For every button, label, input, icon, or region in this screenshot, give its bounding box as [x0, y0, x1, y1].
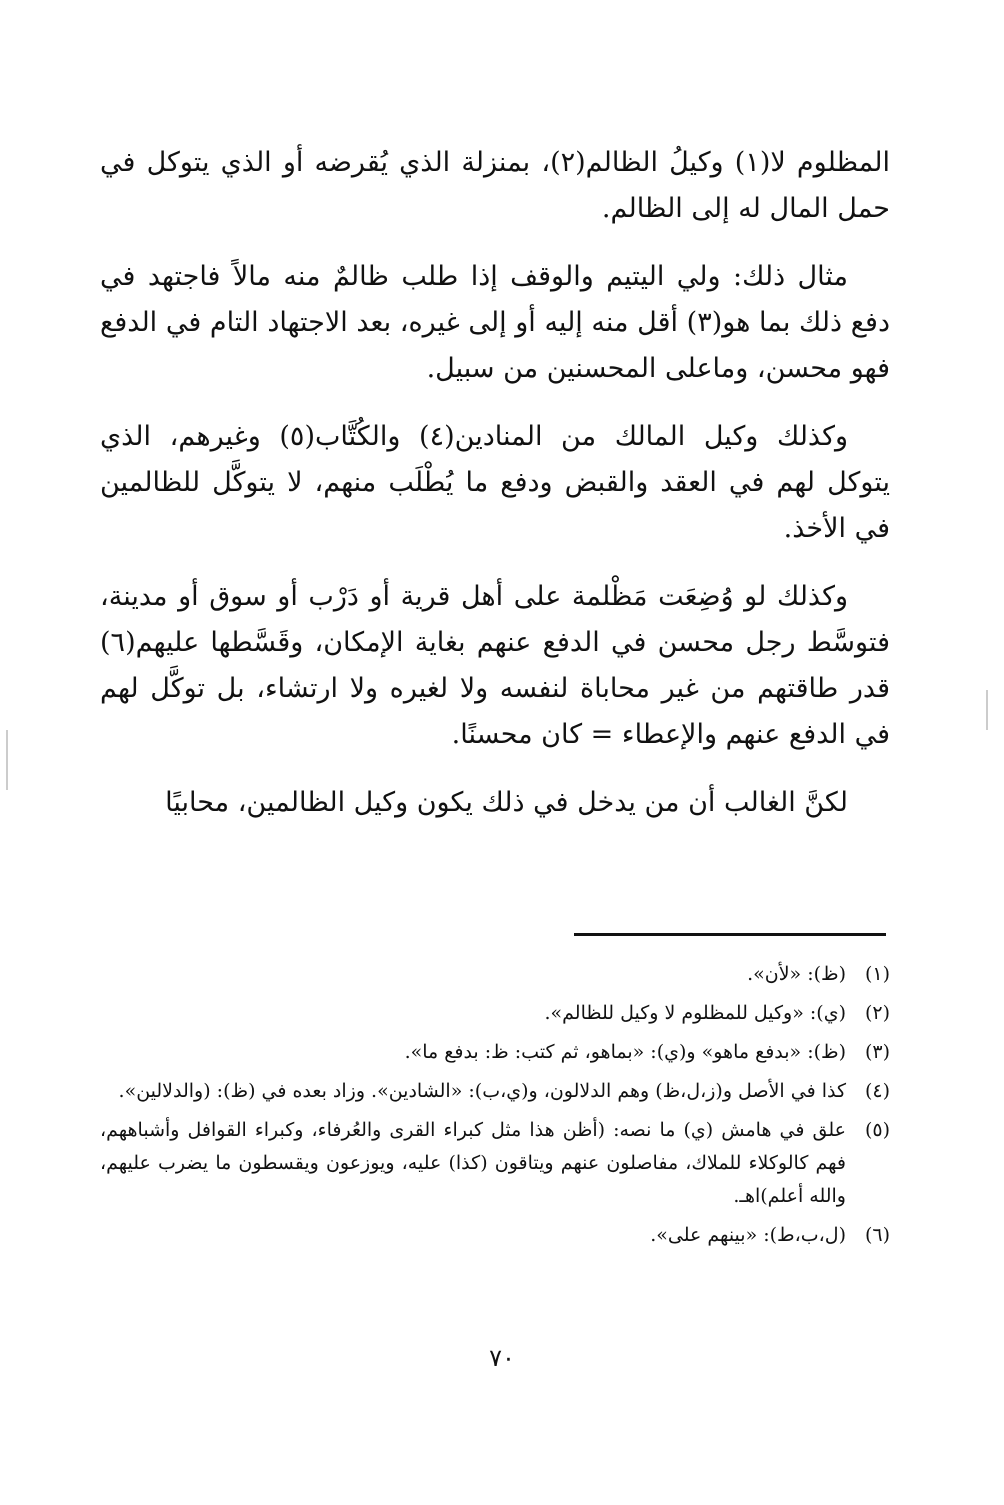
footnote-number: (١)	[864, 963, 890, 985]
footnote-text: (ي): «وكيل للمظلوم لا وكيل للظالم».	[544, 1002, 846, 1024]
footnote-text: علق في هامش (ي) ما نصه: (أظن هذا مثل كبراء القرى والعُرفاء، وكبراء القوافل وأشباههم، فهم كالوكلاء للملاك، مفاصلون عنهم ويتاقون (كذا) عليه، ويوزعون ويقسطون ما يضرب عليهم، والله أعلم)اهـ.	[100, 1119, 846, 1207]
scan-edge-mark	[6, 730, 8, 790]
scan-edge-mark	[986, 690, 988, 730]
paragraph: وكذلك وكيل المالك من المنادين(٤) والكُتَّاب(٥) وغيرهم، الذي يتوكل لهم في العقد والقبض ودفع ما يُطْلَب منهم، لا يتوكَّل للظالمين في الأخذ.	[100, 421, 890, 544]
paragraph: مثال ذلك: ولي اليتيم والوقف إذا طلب ظالمٌ منه مالاً فاجتهد في دفع ذلك بما هو(٣) أقل منه إليه أو إلى غيره، بعد الاجتهاد التام في الدفع فهو محسن، وماعلى المحسنين من سبيل.	[100, 261, 890, 384]
footnotes	[100, 958, 890, 1258]
footnote-item	[100, 1036, 890, 1069]
footnote-item	[100, 1114, 890, 1213]
footnote-text: كذا في الأصل و(ز،ل،ظ) وهم الدلالون، و(ي،ب): «الشادين». وزاد بعده في (ظ): (والدلالين».	[118, 1080, 846, 1102]
footnote-text: (ظ): «بدفع ماهو» و(ي): «بماهو، ثم كتب: ظ: بدفع ما».	[404, 1041, 846, 1063]
footnote-item	[100, 1219, 890, 1252]
footnote-text: (ظ): «لأن».	[747, 963, 846, 985]
page-number: ٧٠	[489, 1344, 515, 1372]
footnote-separator	[574, 933, 886, 936]
paragraph: المظلوم لا(١) وكيلُ الظالم(٢)، بمنزلة الذي يُقرضه أو الذي يتوكل في حمل المال له إلى الظالم.	[100, 147, 890, 224]
main-text-body	[100, 140, 890, 848]
footnote-item	[100, 1075, 890, 1108]
footnote-number: (٤)	[864, 1080, 890, 1102]
footnote-number: (٦)	[864, 1224, 890, 1246]
footnote-number: (٣)	[864, 1041, 890, 1063]
footnote-number: (٥)	[864, 1119, 890, 1141]
footnote-text: (ل،ب،ط): «بينهم على».	[650, 1224, 846, 1246]
paragraph: وكذلك لو وُضِعَت مَظْلمة على أهل قرية أو دَرْب أو سوق أو مدينة، فتوسَّط رجل محسن في الدفع عنهم بغاية الإمكان، وقَسَّطها عليهم(٦) قدر طاقتهم من غير محاباة لنفسه ولا لغيره ولا ارتشاء، بل توكَّل لهم في الدفع عنهم والإعطاء = كان محسنًا.	[100, 581, 890, 750]
footnote-item	[100, 997, 890, 1030]
paragraph: لكنَّ الغالب أن من يدخل في ذلك يكون وكيل الظالمين، محابيًا	[165, 787, 848, 818]
footnote-item	[100, 958, 890, 991]
footnote-number: (٢)	[864, 1002, 890, 1024]
